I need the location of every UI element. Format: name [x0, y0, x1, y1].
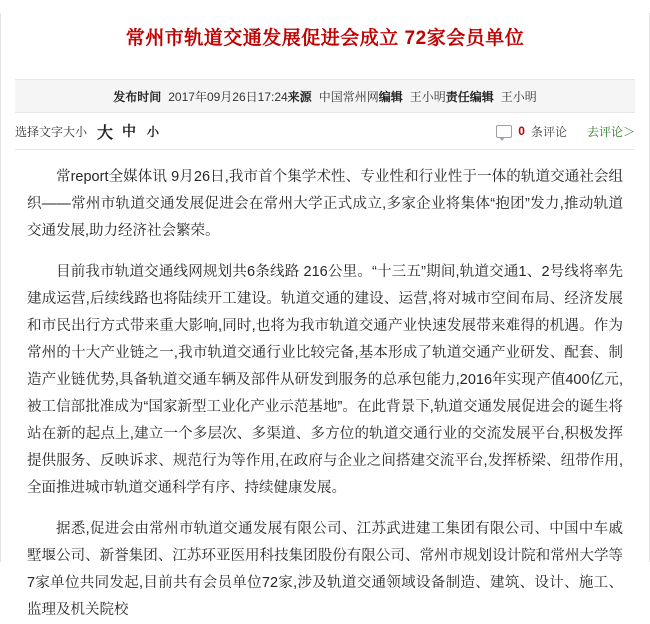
font-size-medium-button[interactable]: 中 — [122, 123, 137, 140]
meta-value-source: 中国常州网 — [318, 89, 379, 104]
article-body — [1, 150, 649, 624]
font-size-large-button[interactable]: 大 — [97, 124, 114, 142]
article-paragraph: 据悉,促进会由常州市轨道交通发展有限公司、江苏武进建工集团有限公司、中国中车戚墅堰公司、新誉集团、江苏环亚医用科技集团股份有限公司、常州市规划设计院和常州大学等7家单位共同发起,目前共有会员单位72家,涉及轨道交通领域设备制造、建筑、设计、施工、监理及机关院校 — [27, 521, 623, 619]
article-paragraph: 目前我市轨道交通线网规划共6条线路 216公里。“十三五”期间,轨道交通1、2号线将率先建成运营,后续线路也将陆续开工建设。轨道交通的建设、运营,将对城市空间布局、经济发展和市民出行方式带来重大影响,同时,也将为我市轨道交通产业快速发展带来难得的机遇。作为常州的十大产业链之一,我市轨道交通行业比较完备,基本形成了轨道交通产业研发、配套、制造产业链优势,具备轨道交通车辆及部件从研发到服务的总承包能力,2016年实现产值400亿元,被工信部批准成为“国家新型工业化产业示范基地”。在此背景下,轨道交通发展促进会的诞生将站在新的起点上,建立一个多层次、多渠道、多方位的轨道交通行业的交流发展平台,积极发挥提供服务、反映诉求、规范行为等作用,在政府与企业之间搭建交流平台,发挥桥梁、纽带作用,全面推进城市轨道交通科学有序、持续健康发展。 — [27, 264, 623, 497]
article-meta-bar — [15, 79, 635, 113]
go-to-comments-link[interactable]: 去评论＞ — [586, 124, 635, 139]
font-size-small-button[interactable]: 小 — [147, 124, 160, 139]
article-paragraph: 常report全媒体讯 9月26日,我市首个集学术性、专业性和行业性于一体的轨道交通社会组织——常州市轨道交通发展促进会在常州大学正式成立,多家企业将集体“抱团”发力,推动轨道交通发展,助力经济社会繁荣。 — [27, 169, 623, 240]
meta-item-editor — [379, 88, 446, 105]
comment-count-label: 条评论 — [530, 124, 567, 139]
meta-label-editor: 编辑 — [378, 89, 403, 104]
comment-count: 0 — [518, 124, 525, 139]
meta-item-source — [288, 88, 379, 105]
article-page — [0, 13, 650, 619]
meta-item-responsible-editor — [446, 88, 537, 105]
page-title: 常州市轨道交通发展促进会成立 72家会员单位 — [125, 27, 525, 49]
font-size-label: 选择文字大小 — [15, 124, 88, 139]
meta-value-responsible-editor: 王小明 — [500, 89, 537, 104]
meta-label-responsible-editor: 责任编辑 — [445, 89, 494, 104]
meta-value-editor: 王小明 — [409, 89, 446, 104]
meta-value-publish-time: 2017年09月26日17:24 — [168, 89, 288, 104]
meta-label-publish-time: 发布时间 — [113, 89, 162, 104]
meta-item-publish-time — [113, 88, 287, 105]
article-tools-bar — [15, 113, 635, 150]
meta-label-source: 来源 — [287, 89, 312, 104]
comment-tools — [496, 123, 635, 140]
comment-bubble-icon — [496, 125, 512, 138]
